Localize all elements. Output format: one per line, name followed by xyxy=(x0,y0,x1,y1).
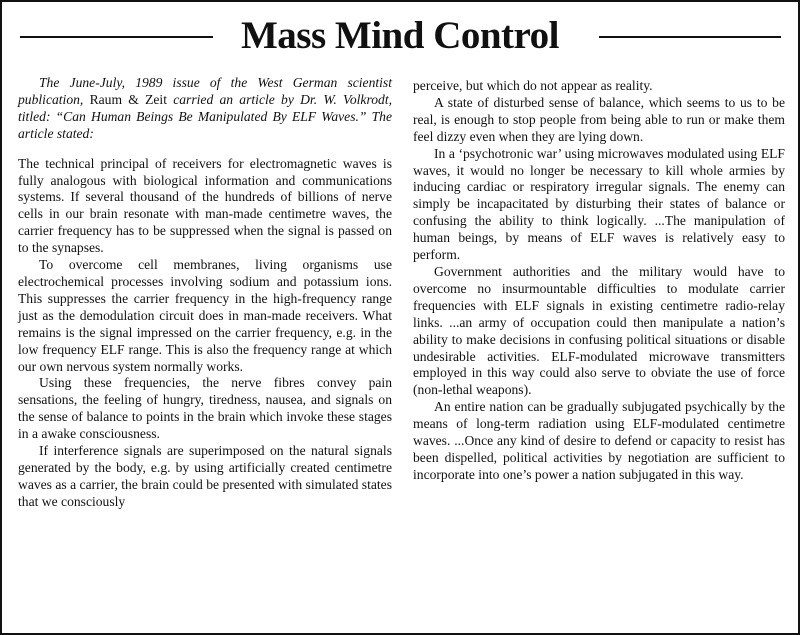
paragraph: The technical principal of receivers for electromagnetic waves is fully analogous with biological information and communications systems. If several thousand of the hundreds of billions of nerve cells in our brain resonate with man-made centimetre waves, the carrier frequency has to be suppressed when the signal is passed on to the synapses. xyxy=(18,155,392,256)
right-column xyxy=(413,78,785,484)
paragraph: Government authorities and the military would have to overcome no insurmountable difficulties to modulate carrier frequencies with ELF signals in existing centimetre radio-relay links. ...an army of occupation could then manipulate a nation’s ability to make decisions in confusing political situations or disable undesirable activities. ELF-modulated microwave transmitters employed in this way could also serve to obviate the use of force (non-lethal weapons). xyxy=(413,263,785,398)
paragraph: In a ‘psychotronic war’ using microwaves modulated using ELF waves, it would no longer be necessary to kill whole armies by inducing cardiac or respiratory irregular signals. The enemy can simply be incapacitated by disturbing their states of balance or confusing the ability to think logically. ...The manipulation of human beings, by means of ELF waves is relatively easy to perform. xyxy=(413,145,785,263)
article-title: Mass Mind Control xyxy=(241,14,559,57)
intro-text-2: carried an article by Dr. W. Volkrodt, titled: “Can Human Beings Be Manipulated By ELF Waves.” The article stated: xyxy=(18,91,392,141)
title-rule-right xyxy=(599,36,781,38)
paragraph-continued: perceive, but which do not appear as reality. xyxy=(413,78,653,93)
paragraph: An entire nation can be gradually subjugated psychically by the means of long-term radiation using ELF-modulated centimetre waves. ...Once any kind of desire to defend or capacity to resist has been dispelled, political activities by negotiation are sufficient to incorporate into one’s power a nation subjugated in this way. xyxy=(413,399,785,482)
publication-name: Raum & Zeit xyxy=(89,91,167,107)
paragraph: A state of disturbed sense of balance, which seems to us to be real, is enough to stop people from being able to run or make them feel dizzy even when they are lying down. xyxy=(413,94,785,144)
intro-text-1: The June-July, 1989 issue of the West German scientist publication, xyxy=(18,75,392,107)
article-header xyxy=(2,10,798,62)
article-intro xyxy=(18,75,392,143)
paragraph: If interference signals are superimposed on the natural signals generated by the body, e.g. by using artificially created centimetre waves as a carrier, the brain could be presented with simulated states that we consciously xyxy=(18,443,392,509)
left-column xyxy=(18,75,392,511)
paragraph: Using these frequencies, the nerve fibres convey pain sensations, the feeling of hungry, tiredness, nausea, and signals on the sense of balance to points in the brain which invoke these stages in a awake consciousness. xyxy=(18,375,392,442)
paragraph: To overcome cell membranes, living organisms use electrochemical processes involving sodium and potassium ions. This suppresses the carrier frequency in the high-frequency range just as the demodulation circuit does in man-made receivers. What remains is the signal impressed on the carrier frequency, e.g. in the low frequency ELF range. This is also the frequency range at which our own nervous system normally works. xyxy=(18,257,392,374)
